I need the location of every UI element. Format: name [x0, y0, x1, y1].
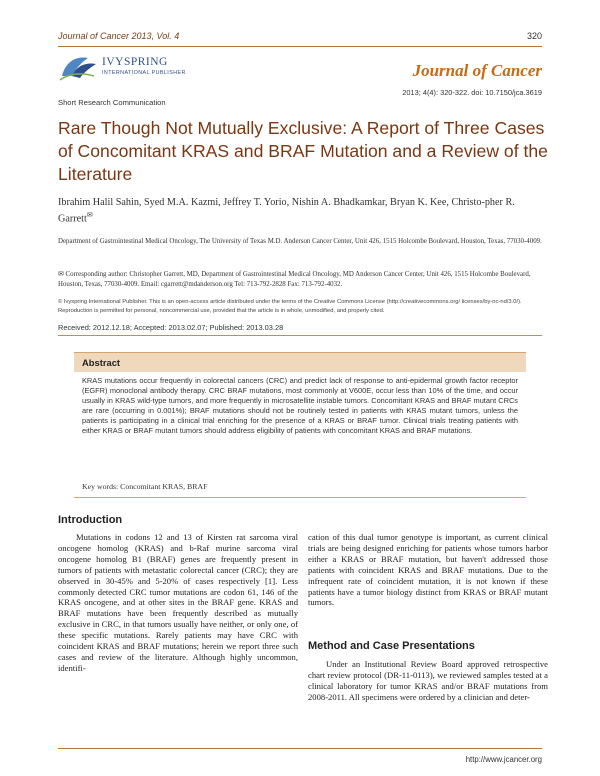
abstract-box: [74, 352, 526, 498]
methods-column: [308, 659, 548, 703]
author-list: [58, 196, 542, 225]
abstract-heading: Abstract: [82, 357, 121, 368]
methods-heading: Method and Case Presentations: [308, 640, 475, 652]
dates-divider: [58, 335, 542, 336]
header-divider: [58, 46, 542, 47]
abstract-text: KRAS mutations occur frequently in colorectal cancers (CRC) and predict lack of response to anti-epidermal growth factor receptor (EGFR) monoclonal antibody therapy. CRC BRAF mutations, most commonly at V600E, occur less than 10% of the time, and occur usually in KRAS wild-type tumors, and more frequently in microsatellite instable tumors. Concomitant KRAS and BRAF mutant CRCs are rare (occurring in 0.001%); BRAF mutations should not be routinely tested in patients with KRAS mutant tumors, unless the patients is participating in a clinical trial enriching for the presence of a KRAS or BRAF tumor. Clinical trials treating patients with either KRAS or BRAF mutant tumors should address eligibility of patients with concomitant KRAS and BRAF mutations.: [82, 376, 518, 436]
article-dates: Received: 2012.12.18; Accepted: 2013.02.07; Published: 2013.03.28: [58, 323, 284, 332]
publisher-name: IVYSPRING: [102, 56, 168, 68]
publisher-subtitle: INTERNATIONAL PUBLISHER: [102, 70, 186, 76]
journal-issue: Journal of Cancer 2013, Vol. 4: [58, 31, 180, 41]
running-head: [58, 31, 542, 45]
license-notice: © Ivyspring International Publisher. This is an open-access article distributed under the terms of the Creative Commons License (http://creativecommons.org/ licenses/by-nc-nd/3.0/). Reproduction is permitted for personal, noncommercial use, provided that the article is in whole, unmodified, and properly cited.: [58, 299, 522, 314]
affiliation: Department of Gastrointestinal Medical Oncology, The University of Texas M.D. Anderson Cancer Center, Unit 426, 1515 Holcombe Boulevard, Houston, Texas, 77030-4009.: [58, 238, 542, 245]
publisher-logo: [58, 52, 198, 82]
intro-column-right: [308, 532, 548, 608]
authors-text: Ibrahim Halil Sahin, Syed M.A. Kazmi, Jeffrey T. Yorio, Nishin A. Bhadkamkar, Bryan K. Kee, Christo-pher R. Garrett: [58, 197, 515, 225]
methods-paragraph: Under an Institutional Review Board approved retrospective chart review protocol (DR-11-0113), we reviewed samples tested at a clinical laboratory for tumor KRAS and/or BRAF mutations from 2008-2011. All specimens were ordered by a clinician and deter-: [308, 659, 548, 702]
abstract-header-bar: [74, 352, 526, 372]
footer-divider: [58, 748, 542, 749]
envelope-icon: ✉: [58, 271, 64, 278]
article-title: Rare Though Not Mutually Exclusive: A Report of Three Cases of Concomitant KRAS and BRAF Mutation and a Review of the Literature: [58, 118, 548, 184]
intro-paragraph: Mutations in codons 12 and 13 of Kirsten rat sarcoma viral oncogene homolog (KRAS) and b-Raf murine sarcoma viral oncogene homolog B1 (BRAF) genes are frequently present in tumors of patients with metastatic colorectal cancer (CRC); they are observed in 30-45% and 5-20% of cases respectively [1]. Less commonly detected CRC tumor mutations are codon 61, 146 of the KRAS oncogene, and at other sites in the BRAF gene. KRAS and BRAF mutations have been frequently described as mutually exclusive in CRC, in that tumors usually have neither, or only one, of these specific mutations. Rarely patients may have CRC with coincident KRAS and BRAF mutations; herein we report three such cases and review of the literature. Although highly uncommon, identifi-: [58, 532, 298, 673]
journal-logo: Journal of Cancer: [412, 61, 542, 80]
page-number: 320: [526, 31, 542, 41]
ivyspring-leaf-icon: [58, 54, 98, 82]
citation: 2013; 4(4): 320-322. doi: 10.7150/jca.3619: [402, 88, 542, 97]
article-type: Short Research Communication: [58, 98, 166, 107]
journal-url-link[interactable]: http://www.jcancer.org: [465, 755, 542, 764]
keywords: Key words: Concomitant KRAS, BRAF: [82, 482, 208, 491]
corresponding-author-icon: ✉: [86, 211, 93, 219]
correspondence: [58, 270, 542, 290]
intro-column-left: [58, 532, 298, 674]
introduction-heading: Introduction: [58, 514, 123, 526]
intro-paragraph-continued: cation of this dual tumor genotype is important, as current clinical trials are being designed enriching for patients whose tumors harbor either a KRAS or BRAF mutation, but haven't addressed those patients with coincident KRAS and BRAF mutations. Due to the infrequent rate of coincident mutation, it is not known if these patients have a tumor biology distinct from KRAS or BRAF mutant tumors.: [308, 532, 548, 608]
correspondence-text: Corresponding author: Christopher Garrett, MD, Department of Gastrointestinal Medical Oncology, MD Anderson Cancer Center, Unit 426, 1515 Holcombe Boulevard, Houston, Texas, 77030-4009. Email: cgarrett@mdanderson.org Tel: 713-792-2828 Fax: 713-792-4032.: [58, 271, 531, 288]
